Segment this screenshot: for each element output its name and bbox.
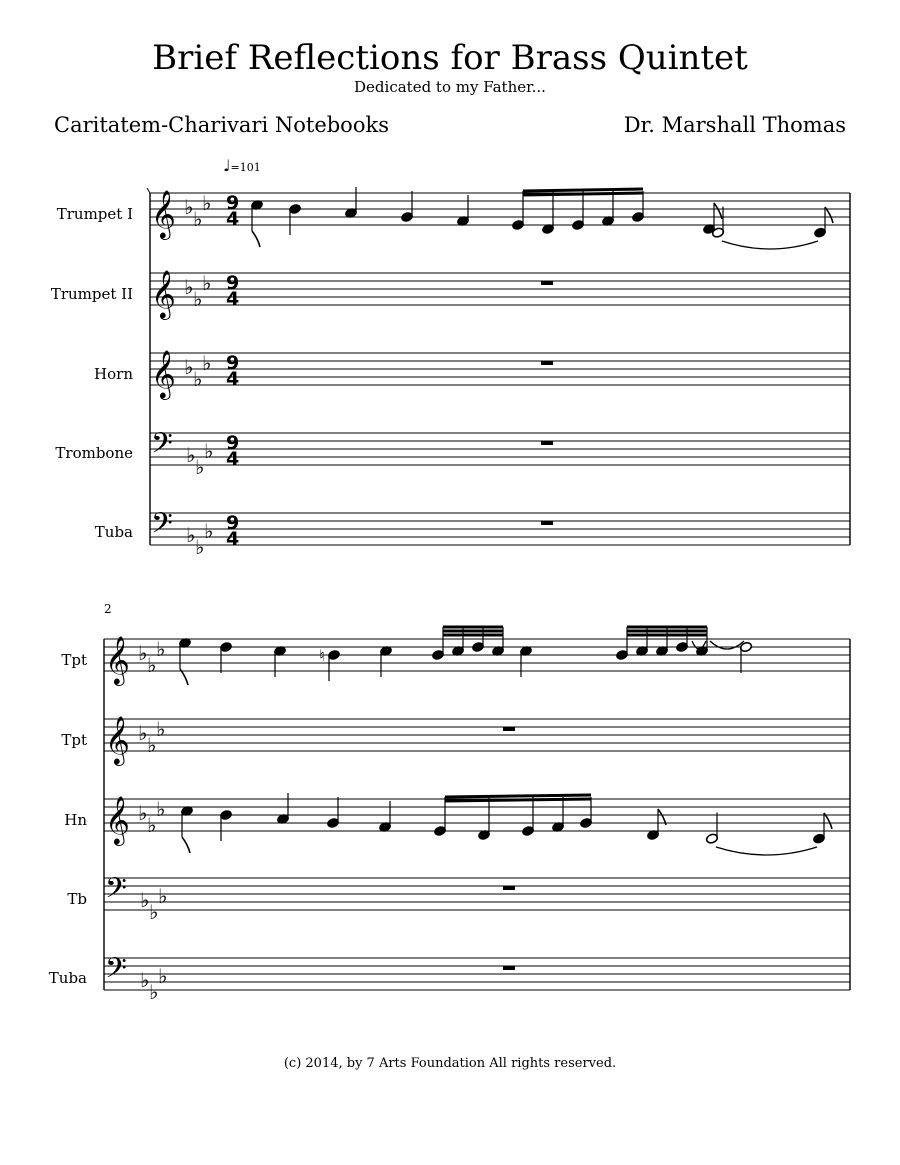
treble-clef-icon: 𝄞 [151, 269, 176, 318]
whole-measure-rest [503, 966, 515, 970]
copyright-footer: (c) 2014, by 7 Arts Foundation All rights reserved. [283, 1056, 617, 1071]
bass-clef-icon: 𝄢 [105, 872, 127, 912]
flat-icon: ♭ [138, 641, 148, 665]
flat-icon: ♭ [186, 523, 196, 547]
flat-icon: ♭ [156, 797, 166, 821]
flat-icon: ♭ [193, 287, 203, 311]
beam [523, 189, 643, 191]
time-signature-numerator: 9 [226, 352, 240, 374]
time-signature-denominator: 4 [226, 288, 240, 310]
instrument-abbrev: Tpt [61, 731, 87, 749]
flat-icon: ♭ [149, 980, 159, 1004]
flat-icon: ♭ [156, 637, 166, 661]
flat-icon: ♭ [184, 195, 194, 219]
flat-icon: ♭ [202, 271, 212, 295]
treble-clef-icon: 𝄞 [105, 795, 130, 844]
time-signature-denominator: 4 [226, 528, 240, 550]
flat-icon: ♭ [186, 443, 196, 467]
time-signature-numerator: 9 [226, 512, 240, 534]
flat-icon: ♭ [193, 207, 203, 231]
note-flag [182, 837, 190, 853]
time-signature-denominator: 4 [226, 368, 240, 390]
whole-measure-rest [541, 281, 553, 285]
bass-clef-icon: 𝄢 [151, 507, 173, 547]
composer-name: Dr. Marshall Thomas [623, 113, 846, 137]
flat-icon: ♭ [204, 439, 214, 463]
flat-icon: ♭ [184, 275, 194, 299]
collection-name: Caritatem-Charivari Notebooks [54, 113, 389, 137]
beam [445, 799, 591, 801]
flat-icon: ♭ [147, 653, 157, 677]
flat-icon: ♭ [147, 813, 157, 837]
treble-clef-icon: 𝄞 [151, 189, 176, 238]
flat-icon: ♭ [204, 519, 214, 543]
score-title: Brief Reflections for Brass Quintet [152, 38, 748, 78]
whole-measure-rest [541, 361, 553, 365]
instrument-abbrev: Tuba [48, 969, 87, 987]
measure-number: 2 [104, 602, 112, 616]
flat-icon: ♭ [156, 717, 166, 741]
tempo-value: =101 [230, 161, 261, 174]
whole-measure-rest [503, 727, 515, 731]
flat-icon: ♭ [195, 455, 205, 479]
beam [523, 193, 643, 195]
instrument-name: Tuba [94, 523, 133, 541]
flat-icon: ♭ [184, 355, 194, 379]
whole-measure-rest [541, 521, 553, 525]
instrument-name: Trumpet I [56, 205, 133, 223]
flat-icon: ♭ [149, 900, 159, 924]
whole-measure-rest [541, 441, 553, 445]
instrument-abbrev: Tpt [61, 651, 87, 669]
flat-icon: ♭ [195, 535, 205, 559]
time-signature-numerator: 9 [226, 432, 240, 454]
note-flag [252, 231, 260, 247]
flat-icon: ♭ [158, 884, 168, 908]
bass-clef-icon: 𝄢 [151, 427, 173, 467]
instrument-abbrev: Tb [67, 890, 87, 908]
flat-icon: ♭ [138, 721, 148, 745]
tie [716, 847, 817, 855]
flat-icon: ♭ [202, 351, 212, 375]
flat-icon: ♭ [140, 968, 150, 992]
instrument-name: Horn [94, 365, 133, 383]
time-signature-numerator: 9 [226, 272, 240, 294]
flat-icon: ♭ [147, 733, 157, 757]
time-signature-denominator: 4 [226, 208, 240, 230]
tie [710, 641, 744, 649]
flat-icon: ♭ [140, 888, 150, 912]
natural-icon: ♮ [319, 646, 325, 665]
flat-icon: ♭ [158, 964, 168, 988]
dedication: Dedicated to my Father... [354, 78, 546, 96]
bass-clef-icon: 𝄢 [105, 952, 127, 992]
beam [445, 795, 591, 797]
time-signature-denominator: 4 [226, 448, 240, 470]
quarter-note-icon: ♩ [223, 156, 231, 175]
treble-clef-icon: 𝄞 [151, 349, 176, 398]
treble-clef-icon: 𝄞 [105, 715, 130, 764]
flat-icon: ♭ [202, 191, 212, 215]
time-signature-numerator: 9 [226, 192, 240, 214]
instrument-name: Trumpet II [50, 285, 133, 303]
whole-measure-rest [503, 886, 515, 890]
system-bracket [147, 188, 150, 193]
instrument-name: Trombone [55, 444, 133, 462]
treble-clef-icon: 𝄞 [105, 635, 130, 684]
tie [722, 241, 818, 249]
instrument-abbrev: Hn [64, 811, 87, 829]
flat-icon: ♭ [138, 801, 148, 825]
flat-icon: ♭ [193, 367, 203, 391]
